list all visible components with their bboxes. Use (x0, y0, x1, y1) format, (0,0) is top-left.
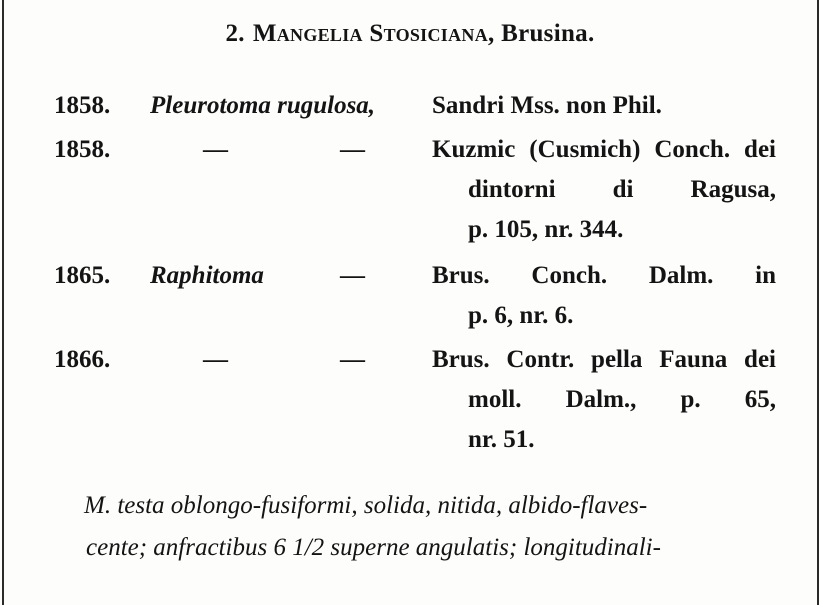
ditto-dash: — (340, 262, 365, 289)
entry-reference-line: Brus. Contr. pella Fauna dei (432, 346, 776, 373)
synonymy-entry (0, 346, 820, 386)
synonymy-entry-continuation (0, 302, 820, 342)
entry-reference-line: p. 6, nr. 6. (468, 302, 574, 329)
species-author: Brusina. (501, 20, 595, 47)
entry-reference-line: Brus. Conch. Dalm. in (432, 262, 776, 289)
description-line: cente; anfractibus 6 1/2 superne angulatis; longitudinali- (86, 534, 661, 561)
synonymy-entry (0, 136, 820, 176)
entry-reference-line: p. 105, nr. 344. (468, 216, 624, 243)
entry-taxon: Pleurotoma rugulosa, (150, 92, 376, 119)
species-number: 2. (225, 20, 245, 47)
entry-year: 1858. (54, 136, 111, 163)
synonymy-entry-continuation (0, 386, 820, 426)
species-heading (0, 20, 820, 48)
ditto-dash: — (340, 136, 365, 163)
synonymy-entry-continuation (0, 176, 820, 216)
species-name: Mangelia Stosiciana, (252, 20, 495, 47)
entry-year: 1865. (54, 262, 111, 289)
ditto-dash: — (340, 346, 365, 373)
entry-reference-line: dintorni di Ragusa, (468, 176, 776, 203)
synonymy-entry (0, 92, 820, 132)
entry-reference-line: nr. 51. (468, 426, 535, 453)
entry-reference-line: Kuzmic (Cusmich) Conch. dei (432, 136, 776, 163)
synonymy-entry (0, 262, 820, 302)
description-line: M. testa oblongo-fusiformi, solida, nitida, albido-flaves- (84, 492, 648, 519)
entry-taxon: Raphitoma (150, 262, 264, 289)
synonymy-entry-continuation (0, 426, 820, 466)
entry-reference-line: Sandri Mss. non Phil. (432, 92, 662, 119)
synonymy-entry-continuation (0, 216, 820, 256)
ditto-dash: — (203, 136, 228, 163)
entry-year: 1858. (54, 92, 111, 119)
entry-reference-line: moll. Dalm., p. 65, (468, 386, 776, 413)
entry-year: 1866. (54, 346, 111, 373)
ditto-dash: — (203, 346, 228, 373)
